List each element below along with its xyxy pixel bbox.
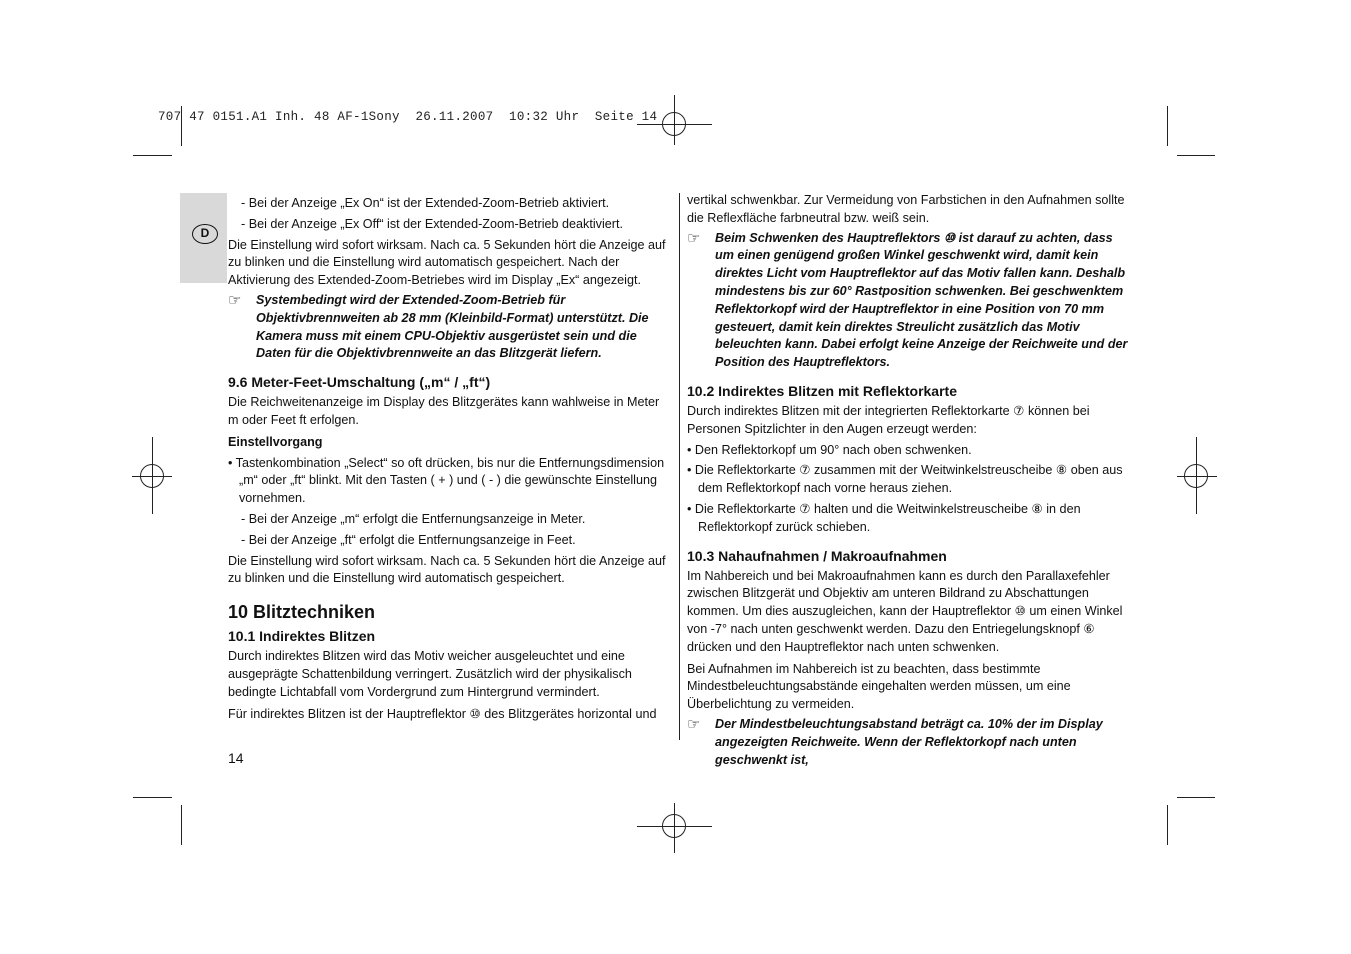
right-column (687, 192, 1133, 771)
note-text: Systembedingt wird der Extended-Zoom-Betrieb für Objektivbrennweiten ab 28 mm (Kleinbild-Format) unterstützt. Die Kamera muss mit einem CPU-Objektiv ausgerüstet sein und die Daten für die Objektivbrennweite an das Blitzgerät liefern. (256, 292, 649, 361)
chapter-heading: 10 Blitztechniken (228, 602, 376, 623)
section-heading: 10.2 Indirektes Blitzen mit Reflektorkarte (687, 382, 957, 399)
paragraph: Die Einstellung wird sofort wirksam. Nach ca. 5 Sekunden hört die Anzeige auf zu blinken und die Einstellung wird automatisch gespeichert. Nach der Aktivierung des Extended-Zoom-Betriebes wird im Display „Ex“ angezeigt. (228, 237, 666, 288)
language-marker: D (192, 224, 218, 244)
crop-mark (133, 155, 172, 156)
paragraph: Durch indirektes Blitzen wird das Motiv weicher ausgeleuchtet und eine ausgeprägte Schattenbildung verringert. Zusätzlich wird der physikalisch bedingte Lichtabfall vom Vordergrund zum Hintergrund vermindert. (228, 649, 632, 699)
paragraph: vertikal schwenkbar. Zur Vermeidung von Farbstichen in den Aufnahmen sollte die Reflexfläche farbneutral bzw. weiß sein. (687, 193, 1125, 225)
list-item: • Den Reflektorkopf um 90° nach oben schwenken. (687, 442, 972, 457)
list-item: • Tastenkombination „Select“ so oft drücken, bis nur die Entfernungsdimension „m“ oder „ft“ blinkt. Mit den Tasten ( + ) und ( - ) die gewünschte Einstellung vornehmen. (228, 455, 665, 506)
list-item: - Bei der Anzeige „m“ erfolgt die Entfernungsanzeige in Meter. (241, 511, 586, 526)
note-text: Der Mindestbeleuchtungsabstand beträgt ca. 10% der im Display angezeigten Reichweite. Wenn der Reflektorkopf nach unten geschwenkt ist, (715, 716, 1103, 767)
section-heading: 9.6 Meter-Feet-Umschaltung („m“ / „ft“) (228, 374, 491, 391)
pointing-hand-icon: ☞ (687, 715, 701, 733)
list-item: • Die Reflektorkarte ⑦ zusammen mit der Weitwinkelstreuscheibe ⑧ oben aus dem Reflektorkopf nach vorne heraus ziehen. (687, 463, 1123, 496)
registration-target-icon (662, 814, 686, 838)
crop-mark (1177, 155, 1215, 156)
crop-mark (133, 797, 172, 798)
registration-target-icon (140, 464, 164, 488)
paragraph: Die Einstellung wird sofort wirksam. Nach ca. 5 Sekunden hört die Anzeige auf zu blinken und die Einstellung wird automatisch gespeichert. (228, 553, 666, 586)
note-text: Beim Schwenken des Hauptreflektors ⑩ ist darauf zu achten, dass um einen genügend großen Winkel geschwenkt wird, damit kein direktes Licht vom Hauptreflektor auf das Motiv fallen kann. Deshalb mindestens bis zur 60° Rastposition schwenken. Bei geschwenktem Reflektorkopf wird der Hauptreflektor in eine Position von 70 mm gesteuert, damit kein direktes Streulicht zusätzlich das Motiv beleuchten kann. Dabei erfolgt keine Anzeige der Reichweite und der Position des Hauptreflektors. (715, 230, 1128, 370)
page-number: 14 (228, 750, 244, 766)
crop-mark (1167, 805, 1168, 845)
paragraph: Durch indirektes Blitzen mit der integrierten Reflektorkarte ⑦ können bei Personen Spitzlichter in den Augen erzeugt werden: (687, 403, 1090, 436)
crop-mark (1167, 106, 1168, 146)
list-item: - Bei der Anzeige „Ex On“ ist der Extended-Zoom-Betrieb aktiviert. (241, 196, 610, 210)
registration-target-icon (662, 112, 686, 136)
section-heading: 10.3 Nahaufnahmen / Makroaufnahmen (687, 547, 947, 564)
note (687, 716, 1133, 769)
left-column (228, 192, 666, 723)
pointing-hand-icon: ☞ (687, 229, 701, 247)
crop-mark (1177, 797, 1215, 798)
column-divider (679, 193, 680, 740)
note (687, 230, 1133, 372)
paragraph: Die Reichweitenanzeige im Display des Blitzgerätes kann wahlweise in Meter m oder Feet ft erfolgen. (228, 395, 660, 427)
paragraph: Im Nahbereich und bei Makroaufnahmen kann es durch den Parallaxefehler zwischen Blitzgerät und Objektiv am unteren Bildrand zu Abschattungen kommen. Um dies auszugleichen, kann der Hauptreflektor ⑩ um einen Winkel von -7° nach unten geschwenkt werden. Dazu den Entriegelungsknopf ⑥ drücken und den Hauptreflektor nach unten schwenken. (687, 568, 1123, 654)
registration-target-icon (1184, 464, 1208, 488)
paragraph: Für indirektes Blitzen ist der Hauptreflektor ⑩ des Blitzgerätes horizontal und (228, 706, 657, 721)
subheading: Einstellvorgang (228, 434, 323, 449)
section-heading: 10.1 Indirektes Blitzen (228, 628, 376, 645)
note (228, 292, 666, 363)
crop-mark (181, 805, 182, 845)
list-item: - Bei der Anzeige „Ex Off“ ist der Extended-Zoom-Betrieb deaktiviert. (241, 216, 623, 231)
list-item: • Die Reflektorkarte ⑦ halten und die Weitwinkelstreuscheibe ⑧ in den Reflektorkopf zurück schieben. (687, 501, 1081, 534)
print-slug: 707 47 0151.A1 Inh. 48 AF-1Sony 26.11.2007 10:32 Uhr Seite 14 (158, 110, 658, 124)
pointing-hand-icon: ☞ (228, 291, 242, 309)
list-item: - Bei der Anzeige „ft“ erfolgt die Entfernungsanzeige in Feet. (241, 532, 576, 547)
paragraph: Bei Aufnahmen im Nahbereich ist zu beachten, dass bestimmte Mindestbeleuchtungsabstände eingehalten werden müssen, um eine Überbelichtung zu vermeiden. (687, 661, 1071, 712)
